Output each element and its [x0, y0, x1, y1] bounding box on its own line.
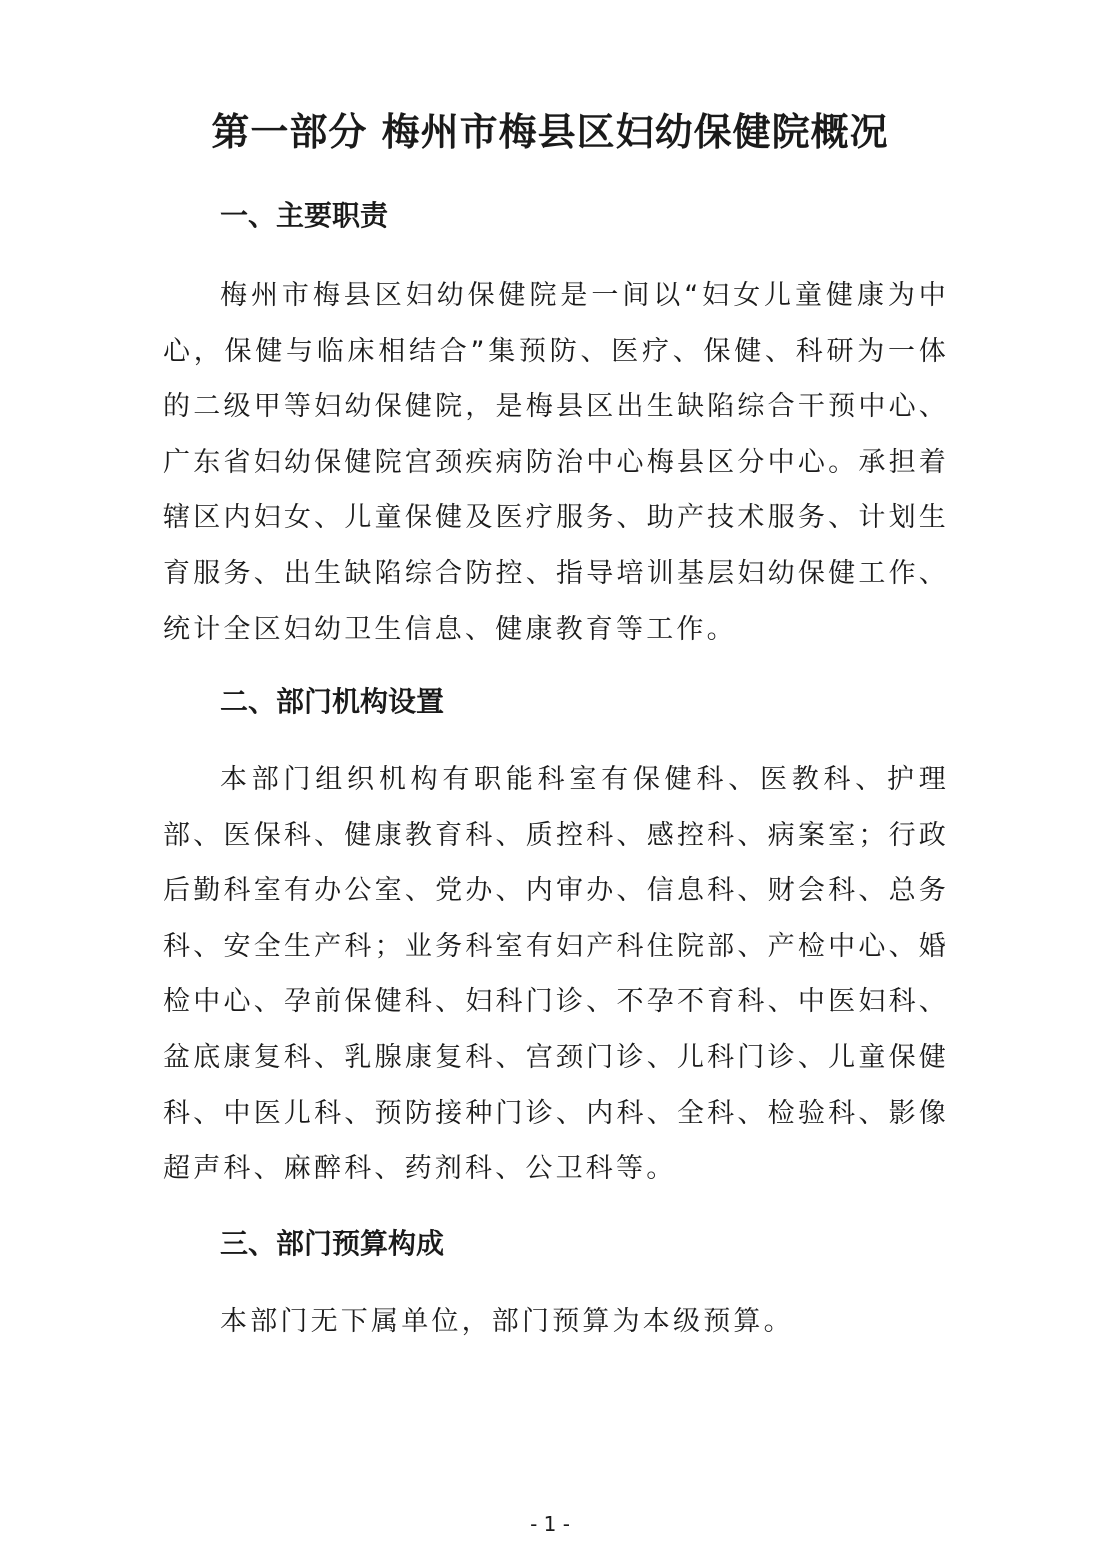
section-heading-org-structure: 二、部门机构设置	[220, 685, 445, 718]
page-title: 第一部分 梅州市梅县区妇幼保健院概况	[211, 110, 889, 154]
paragraph-main-duties: 梅州市梅县区妇幼保健院是一间以“妇女儿童健康为中心，保健与临床相结合”集预防、医疗、保健、科研为一体的二级甲等妇幼保健院，是梅县区出生缺陷综合干预中心、广东省妇幼保健院宫颈疾病防治中心梅县区分中心。承担着辖区内妇女、儿童保健及医疗服务、助产技术服务、计划生育服务、出生缺陷综合防控、指导培训基层妇幼保健工作、统计全区妇幼卫生信息、健康教育等工作。	[163, 280, 949, 645]
paragraph-org-structure: 本部门组织机构有职能科室有保健科、医教科、护理部、医保科、健康教育科、质控科、感控科、病案室；行政后勤科室有办公室、党办、内审办、信息科、财会科、总务科、安全生产科；业务科室有妇产科住院部、产检中心、婚检中心、孕前保健科、妇科门诊、不孕不育科、中医妇科、盆底康复科、乳腺康复科、宫颈门诊、儿科门诊、儿童保健科、中医儿科、预防接种门诊、内科、全科、检验科、影像超声科、麻醉科、药剂科、公卫科等。	[163, 764, 949, 1185]
page-number: - 1 -	[530, 1512, 570, 1536]
section-heading-budget-composition: 三、部门预算构成	[220, 1227, 445, 1260]
section-heading-main-duties: 一、主要职责	[220, 199, 389, 232]
paragraph-budget-composition: 本部门无下属单位，部门预算为本级预算。	[220, 1306, 794, 1337]
